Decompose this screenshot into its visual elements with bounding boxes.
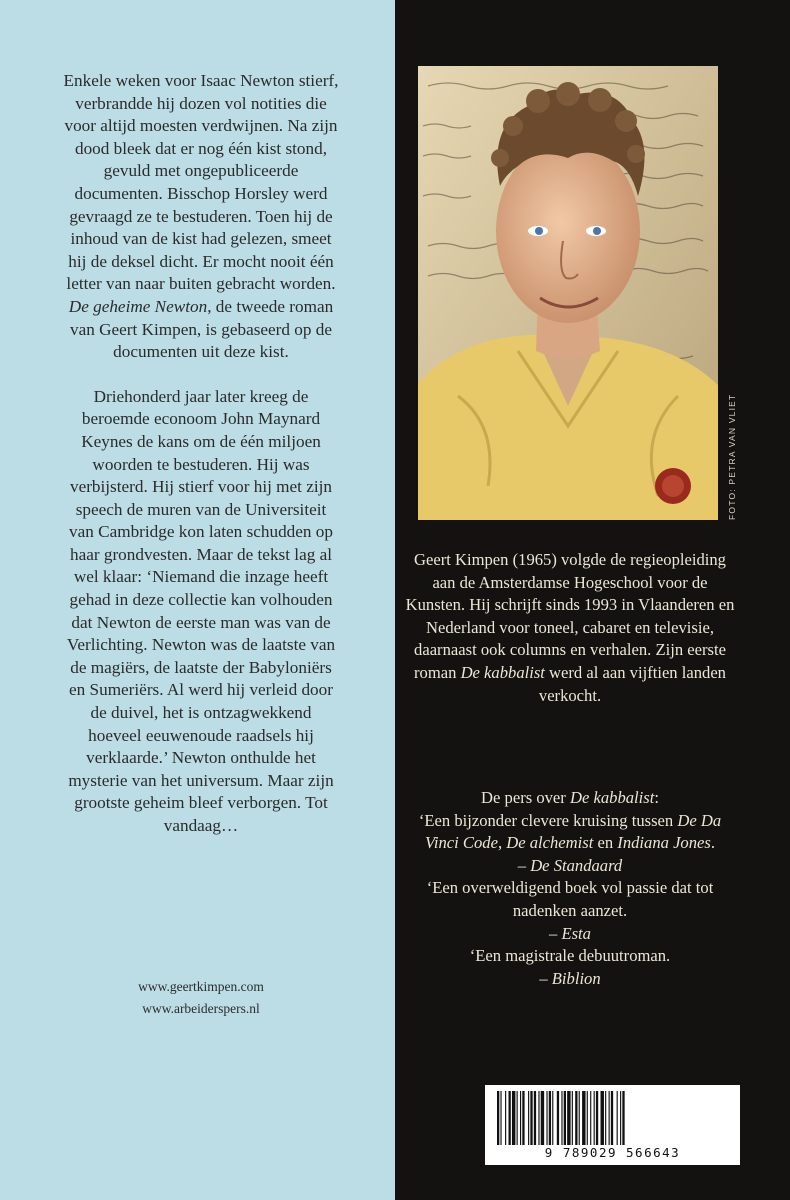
barcode-bar (605, 1091, 606, 1145)
back-cover-blurb (62, 70, 340, 860)
bio-text-cont: werd al aan vijftien landen verkocht. (538, 662, 726, 705)
barcode-bar (561, 1091, 562, 1145)
barcode-bar (520, 1091, 521, 1145)
blurb-paragraph-2: Driehonderd jaar later kreeg de beroemde econoom John Maynard Keynes de kans om de één miljoen woorden te bestuderen. Hij was verbijsterd. Hij stierf voor hij met zijn speech de muren van de Universiteit van Cambridge kon laten schudden op haar grondvesten. Maar de tekst lag al wel klaar: ‘Niemand die inzage heeft gehad in deze collectie kan volhouden dat Newton de eerste man was van de Verlichting. Newton was de laatste van de magiërs, de laatste der Babyloniërs en Sumeriërs. Al werd hij verleid door de duivel, het is ontzagwekkend hoeveel eeuwenoude raadsels hij verklaarde.’ Newton onthulde het mysterie van het universum. Maar zijn grootste geheim bleef verborgen. Tot vandaag… (66, 386, 336, 835)
press-quote-2: ‘Een overweldigend boek vol passie dat tot nadenken aanzet. (426, 878, 714, 920)
barcode-bar (567, 1091, 570, 1145)
barcode-bar (528, 1091, 529, 1145)
source-3: – Biblion (539, 968, 601, 988)
barcode-bar (534, 1091, 536, 1145)
blurb-text: Enkele weken voor Isaac Newton stierf, verbrandde hij dozen vol notities die voor altijd moesten verdwijnen. Na zijn dood bleek dat er nog één kist stond, gevuld met ongepubliceerde documenten. Bisschop Horsley werd gevraagd ze te bestuderen. Toen hij de inhoud van de kist had gelezen, smeet hij de deksel dicht. Er mocht nooit één letter van naar buiten gebracht worden. (63, 71, 339, 294)
barcode-bar (522, 1091, 524, 1145)
barcode-bar (579, 1091, 580, 1145)
barcode-bar (572, 1091, 573, 1145)
url-author[interactable]: www.geertkimpen.com (138, 979, 264, 994)
press-source-3 (405, 968, 735, 991)
press-intro-text: De pers over (481, 788, 570, 807)
barcode-bar (564, 1091, 566, 1145)
barcode-bar (596, 1091, 598, 1145)
barcode-bar (601, 1091, 604, 1145)
source-2: – Esta (549, 923, 591, 943)
press-intro-colon: : (654, 788, 659, 807)
barcode-bar (620, 1091, 621, 1145)
barcode-bar (582, 1091, 585, 1145)
barcode-bar (509, 1091, 511, 1145)
barcode-bar (530, 1091, 532, 1145)
barcode-bar (505, 1091, 506, 1145)
bio-text: Geert Kimpen (1965) volgde de regieopleiding aan de Amsterdamse Hogeschool voor de Kunsten. Hij schrijft sinds 1993 in Vlaanderen en Nederland voor toneel, cabaret en televisie, daarnaast ook columns en verhalen. Zijn eerste roman (405, 550, 735, 682)
barcode-bar (575, 1091, 577, 1145)
source-1: – De Standaard (517, 855, 623, 875)
barcode-bar (538, 1091, 539, 1145)
quote-1-title-1: De Da Vinci Code (424, 810, 722, 853)
barcode-bar (617, 1091, 618, 1145)
url-publisher[interactable]: www.arbeiderspers.nl (142, 1001, 260, 1016)
quote-1-title-3: Indiana Jones (617, 833, 711, 853)
barcode-bar (557, 1091, 559, 1145)
website-links (62, 976, 340, 1020)
press-quotes (405, 787, 735, 990)
barcode-bar (549, 1091, 551, 1145)
barcode-bar (546, 1091, 547, 1145)
barcode-bar (622, 1091, 624, 1145)
quote-1-mid: en (593, 833, 618, 853)
author-portrait-illustration (418, 66, 718, 520)
book-title-mention: De geheime Newton (68, 296, 208, 316)
barcode-bar (497, 1091, 499, 1145)
quote-1-title-2: De alchemist (506, 833, 594, 853)
barcode-digits: 9 789029 566643 (544, 1145, 681, 1160)
quote-1-end: . (710, 833, 716, 853)
press-quote-3: ‘Een magistrale debuutroman. (469, 946, 671, 966)
press-intro-title: De kabbalist (569, 788, 655, 807)
barcode-bar (512, 1091, 515, 1145)
barcode-bar (590, 1091, 591, 1145)
author-bio (405, 549, 735, 707)
barcode-bars (497, 1091, 728, 1145)
press-intro (405, 787, 735, 810)
blurb-text-cont: , de tweede roman van Geert Kimpen, is gebaseerd op de documenten uit deze kist. (69, 296, 334, 362)
bio-book-title: De kabbalist (460, 662, 545, 682)
barcode-bar (541, 1091, 544, 1145)
barcode-bar (587, 1091, 588, 1145)
press-source-2 (405, 923, 735, 946)
barcode-bar (594, 1091, 595, 1145)
author-photo (418, 66, 718, 520)
blurb-paragraph-1 (62, 70, 340, 364)
photo-credit: FOTO: PETRA VAN VLIET (727, 393, 737, 520)
barcode-bar (552, 1091, 553, 1145)
barcode-bar (611, 1091, 613, 1145)
quote-1-text: ‘Een bijzonder clevere kruising tussen (418, 810, 678, 830)
barcode-bar (609, 1091, 610, 1145)
barcode-bar (500, 1091, 501, 1145)
press-source-1 (405, 855, 735, 878)
isbn-barcode (485, 1085, 740, 1165)
barcode-bar (517, 1091, 518, 1145)
quote-1-sep: , (497, 833, 507, 853)
press-quote-1 (405, 810, 735, 855)
